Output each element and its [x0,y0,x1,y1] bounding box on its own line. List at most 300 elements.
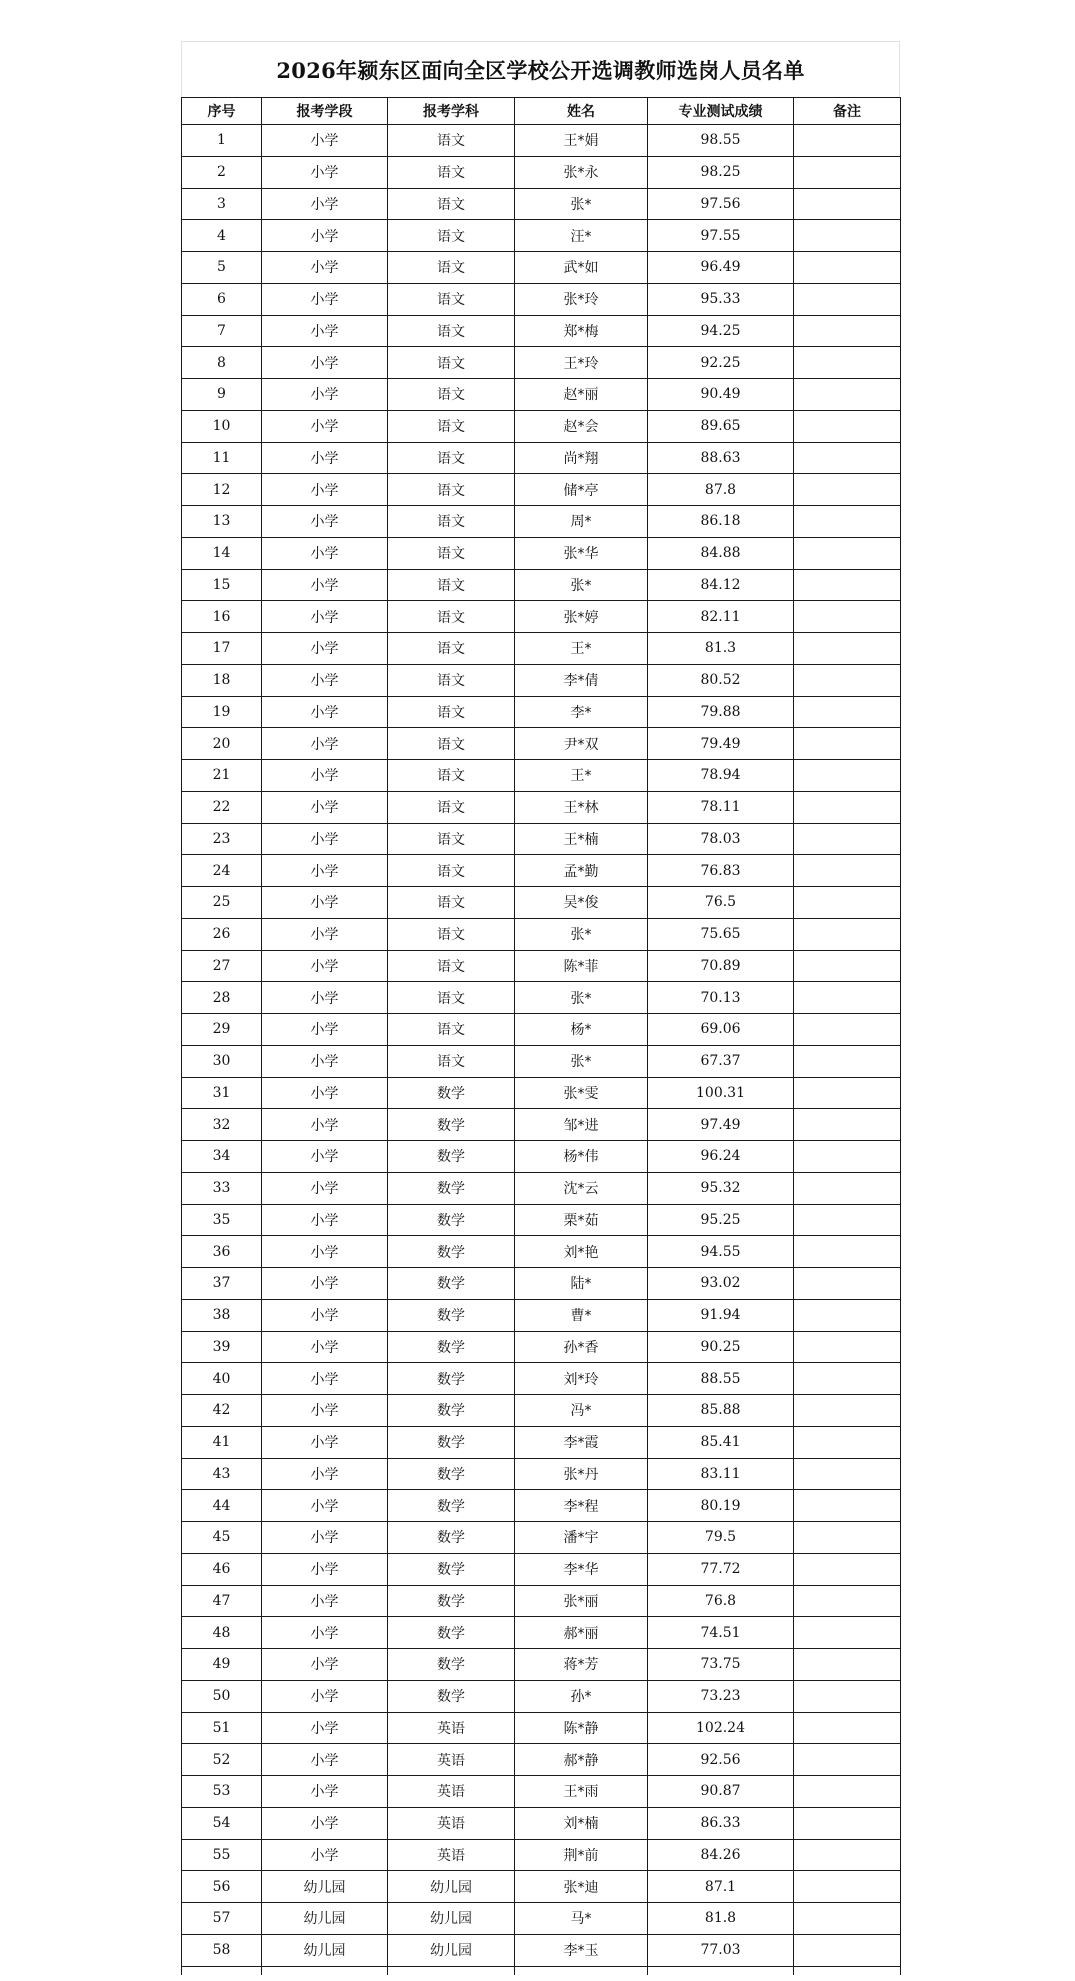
cell-no: 23 [182,823,262,855]
cell-name: 蒋*芳 [515,1649,648,1681]
cell-score: 84.26 [648,1839,794,1871]
table-row [182,1839,901,1871]
cell-note [794,823,901,855]
cell-score: 70.89 [648,950,794,982]
cell-no: 40 [182,1363,262,1395]
cell-name: 郝*丽 [515,1617,648,1649]
table-row [182,1903,901,1935]
cell-score: 76.8 [648,1585,794,1617]
table-row [182,1776,901,1808]
cell-note [794,1839,901,1871]
cell-name: 张*玲 [515,283,648,315]
cell-note [794,1934,901,1966]
table-row [182,982,901,1014]
cell-note [794,1045,901,1077]
cell-stage: 小学 [262,1807,388,1839]
cell-note [794,1744,901,1776]
cell-stage: 小学 [262,823,388,855]
table-header-row [182,98,901,125]
cell-subject: 语文 [388,506,515,538]
cell-no: 41 [182,1426,262,1458]
cell-name: 张* [515,982,648,1014]
table-row [182,950,901,982]
cell-name: 周* [515,506,648,538]
table-row [182,379,901,411]
cell-score: 84.88 [648,537,794,569]
cell-note [794,410,901,442]
table-row [182,1014,901,1046]
cell-stage: 小学 [262,1363,388,1395]
cell-subject: 数学 [388,1141,515,1173]
cell-score: 93.02 [648,1268,794,1300]
cell-no: 10 [182,410,262,442]
cell-score: 92.25 [648,347,794,379]
cell-name: 张*丽 [515,1585,648,1617]
cell-stage: 小学 [262,696,388,728]
cell-subject: 英语 [388,1744,515,1776]
cell-name: 潘*宇 [515,1522,648,1554]
cell-no: 39 [182,1331,262,1363]
cell-score: 89.65 [648,410,794,442]
col-header-no: 序号 [182,98,262,125]
cell-subject: 语文 [388,252,515,284]
cell-note [794,1680,901,1712]
cell-stage: 小学 [262,156,388,188]
cell-note [794,1077,901,1109]
cell-name: 李*程 [515,1490,648,1522]
cell-name: 张* [515,1045,648,1077]
cell-score: 88.55 [648,1363,794,1395]
table-row [182,156,901,188]
table-row [182,696,901,728]
cell-note [794,1585,901,1617]
cell-name: 赵*会 [515,410,648,442]
cell-score: 77.03 [648,1934,794,1966]
cell-name: 李*华 [515,1553,648,1585]
cell-name: 王*娟 [515,125,648,157]
title-box [181,41,900,97]
page-title: 2026年颍东区面向全区学校公开选调教师选岗人员名单 [276,57,805,83]
cell-name: 孙*香 [515,1331,648,1363]
cell-subject: 语文 [388,791,515,823]
cell-subject: 语文 [388,950,515,982]
cell-name: 尹*双 [515,728,648,760]
table-row [182,1490,901,1522]
cell-note [794,506,901,538]
cell-note [794,1553,901,1585]
cell-name: 刘*玲 [515,1363,648,1395]
cell-no: 56 [182,1871,262,1903]
table-row [182,1299,901,1331]
cell-stage: 小学 [262,1426,388,1458]
cell-name: 张*丹 [515,1458,648,1490]
table-row [182,855,901,887]
cell-stage: 小学 [262,601,388,633]
cell-score: 73.23 [648,1680,794,1712]
table-row [182,1680,901,1712]
table-row [182,1363,901,1395]
cell-score: 80.19 [648,1490,794,1522]
cell-no: 1 [182,125,262,157]
cell-subject: 语文 [388,156,515,188]
cell-subject: 语文 [388,601,515,633]
cell-stage: 小学 [262,442,388,474]
cell-subject: 数学 [388,1077,515,1109]
cell-subject: 幼儿园 [388,1934,515,1966]
table-row [182,1236,901,1268]
cell-name: 王*雨 [515,1776,648,1808]
cell-no: 33 [182,1172,262,1204]
cell-note [794,569,901,601]
cell-stage: 小学 [262,1045,388,1077]
cell-no: 14 [182,537,262,569]
cell-note [794,283,901,315]
candidate-table [181,97,901,1975]
cell-stage: 小学 [262,506,388,538]
cell-no: 55 [182,1839,262,1871]
cell-note [794,1331,901,1363]
table-row [182,1649,901,1681]
cell-stage: 小学 [262,1299,388,1331]
cell-name: 邹*进 [515,1109,648,1141]
cell-score: 97.56 [648,188,794,220]
cell-stage: 小学 [262,982,388,1014]
cell-subject: 语文 [388,918,515,950]
cell-stage: 小学 [262,1776,388,1808]
table-row [182,1077,901,1109]
cell-subject: 数学 [388,1236,515,1268]
cell-name: 刘*楠 [515,1807,648,1839]
cell-note [794,1522,901,1554]
cell-name: 张* [515,569,648,601]
cell-subject: 语文 [388,188,515,220]
cell-subject: 英语 [388,1776,515,1808]
cell-note [794,315,901,347]
cell-score: 78.03 [648,823,794,855]
cell-subject: 数学 [388,1109,515,1141]
cell-stage: 幼儿园 [262,1871,388,1903]
cell-stage: 小学 [262,887,388,919]
cell-note [794,887,901,919]
cell-no: 20 [182,728,262,760]
cell-stage: 小学 [262,633,388,665]
cell-stage: 小学 [262,855,388,887]
cell-empty [262,1966,388,1975]
table-row [182,1744,901,1776]
cell-subject: 数学 [388,1490,515,1522]
cell-empty [182,1966,262,1975]
cell-subject: 语文 [388,569,515,601]
cell-stage: 小学 [262,1617,388,1649]
cell-no: 42 [182,1395,262,1427]
cell-name: 刘*艳 [515,1236,648,1268]
cell-score: 95.32 [648,1172,794,1204]
cell-no: 13 [182,506,262,538]
table-row [182,664,901,696]
cell-no: 19 [182,696,262,728]
cell-stage: 小学 [262,569,388,601]
table-row [182,633,901,665]
cell-score: 83.11 [648,1458,794,1490]
cell-score: 98.25 [648,156,794,188]
cell-note [794,1617,901,1649]
cell-name: 储*亭 [515,474,648,506]
cell-stage: 小学 [262,1204,388,1236]
cell-empty [388,1966,515,1975]
table-row [182,315,901,347]
cell-score: 95.25 [648,1204,794,1236]
cell-note [794,220,901,252]
cell-subject: 语文 [388,696,515,728]
cell-note [794,1268,901,1300]
cell-subject: 语文 [388,315,515,347]
table-row [182,506,901,538]
cell-note [794,1014,901,1046]
cell-score: 76.5 [648,887,794,919]
cell-note [794,1490,901,1522]
cell-no: 35 [182,1204,262,1236]
cell-subject: 数学 [388,1268,515,1300]
table-row [182,1934,901,1966]
cell-score: 90.25 [648,1331,794,1363]
cell-no: 57 [182,1903,262,1935]
cell-stage: 小学 [262,347,388,379]
cell-stage: 小学 [262,220,388,252]
cell-score: 78.94 [648,760,794,792]
cell-score: 97.55 [648,220,794,252]
cell-no: 3 [182,188,262,220]
cell-stage: 小学 [262,537,388,569]
table-row [182,1109,901,1141]
cell-no: 4 [182,220,262,252]
cell-name: 马* [515,1903,648,1935]
cell-name: 王*玲 [515,347,648,379]
cell-score: 85.41 [648,1426,794,1458]
cell-score: 78.11 [648,791,794,823]
table-row [182,887,901,919]
cell-no: 44 [182,1490,262,1522]
table-row [182,569,901,601]
cell-subject: 语文 [388,633,515,665]
cell-score: 86.18 [648,506,794,538]
table-row [182,1585,901,1617]
cell-note [794,156,901,188]
cell-no: 31 [182,1077,262,1109]
cell-note [794,252,901,284]
table-row [182,918,901,950]
table-row [182,1331,901,1363]
cell-no: 29 [182,1014,262,1046]
cell-empty [648,1966,794,1975]
cell-score: 77.72 [648,1553,794,1585]
cell-note [794,855,901,887]
cell-subject: 数学 [388,1204,515,1236]
col-header-subject: 报考学科 [388,98,515,125]
table-row [182,760,901,792]
cell-name: 李*霞 [515,1426,648,1458]
cell-empty [515,1966,648,1975]
cell-name: 赵*丽 [515,379,648,411]
cell-name: 孙* [515,1680,648,1712]
table-row [182,1553,901,1585]
cell-stage: 小学 [262,188,388,220]
cell-note [794,1712,901,1744]
table-row [182,728,901,760]
cell-no: 32 [182,1109,262,1141]
cell-no: 36 [182,1236,262,1268]
cell-no: 2 [182,156,262,188]
cell-stage: 幼儿园 [262,1934,388,1966]
cell-stage: 小学 [262,1585,388,1617]
cell-stage: 小学 [262,664,388,696]
cell-no: 25 [182,887,262,919]
col-header-note: 备注 [794,98,901,125]
cell-note [794,1776,901,1808]
cell-subject: 语文 [388,728,515,760]
cell-subject: 语文 [388,125,515,157]
table-row [182,1045,901,1077]
cell-note [794,1363,901,1395]
cell-name: 张*永 [515,156,648,188]
table-row [182,1172,901,1204]
cell-subject: 数学 [388,1426,515,1458]
cell-name: 郑*梅 [515,315,648,347]
cell-stage: 小学 [262,379,388,411]
table-row [182,252,901,284]
cell-name: 冯* [515,1395,648,1427]
cell-no: 34 [182,1141,262,1173]
cell-note [794,1426,901,1458]
cell-note [794,1395,901,1427]
cell-stage: 小学 [262,474,388,506]
cell-subject: 数学 [388,1553,515,1585]
table-row [182,823,901,855]
cell-no: 30 [182,1045,262,1077]
cell-no: 50 [182,1680,262,1712]
cell-score: 90.49 [648,379,794,411]
cell-note [794,918,901,950]
cell-score: 102.24 [648,1712,794,1744]
cell-score: 86.33 [648,1807,794,1839]
cell-empty [794,1966,901,1975]
cell-score: 81.3 [648,633,794,665]
cell-subject: 数学 [388,1395,515,1427]
cell-name: 张* [515,918,648,950]
cell-score: 91.94 [648,1299,794,1331]
cell-name: 张* [515,188,648,220]
cell-subject: 语文 [388,887,515,919]
cell-no: 18 [182,664,262,696]
cell-stage: 小学 [262,1458,388,1490]
cell-name: 陈*菲 [515,950,648,982]
cell-note [794,1807,901,1839]
table-row [182,283,901,315]
cell-subject: 语文 [388,1014,515,1046]
cell-subject: 语文 [388,537,515,569]
cell-note [794,728,901,760]
cell-subject: 数学 [388,1617,515,1649]
table-row [182,1522,901,1554]
cell-stage: 小学 [262,1109,388,1141]
cell-score: 88.63 [648,442,794,474]
cell-subject: 语文 [388,664,515,696]
cell-name: 郝*静 [515,1744,648,1776]
cell-no: 15 [182,569,262,601]
cell-score: 76.83 [648,855,794,887]
cell-score: 95.33 [648,283,794,315]
cell-stage: 小学 [262,1395,388,1427]
cell-stage: 小学 [262,125,388,157]
cell-stage: 小学 [262,1553,388,1585]
cell-subject: 数学 [388,1172,515,1204]
cell-note [794,1109,901,1141]
cell-no: 43 [182,1458,262,1490]
cell-name: 陆* [515,1268,648,1300]
cell-subject: 语文 [388,410,515,442]
cell-subject: 数学 [388,1299,515,1331]
table-row [182,601,901,633]
cell-stage: 小学 [262,1649,388,1681]
table-row-cutoff [182,1966,901,1975]
cell-name: 李* [515,696,648,728]
cell-note [794,442,901,474]
cell-no: 21 [182,760,262,792]
cell-no: 5 [182,252,262,284]
table-row [182,1268,901,1300]
cell-stage: 小学 [262,1680,388,1712]
cell-score: 79.88 [648,696,794,728]
cell-note [794,1871,901,1903]
cell-score: 94.25 [648,315,794,347]
cell-no: 46 [182,1553,262,1585]
cell-name: 孟*勤 [515,855,648,887]
cell-name: 王*林 [515,791,648,823]
table-row [182,1807,901,1839]
cell-subject: 语文 [388,442,515,474]
cell-note [794,1458,901,1490]
cell-note [794,1204,901,1236]
cell-stage: 小学 [262,283,388,315]
cell-note [794,1236,901,1268]
table-row [182,1395,901,1427]
cell-subject: 语文 [388,982,515,1014]
cell-name: 张*婷 [515,601,648,633]
cell-no: 53 [182,1776,262,1808]
cell-subject: 语文 [388,760,515,792]
table-row [182,220,901,252]
cell-score: 75.65 [648,918,794,950]
cell-subject: 语文 [388,347,515,379]
cell-subject: 英语 [388,1839,515,1871]
cell-note [794,1141,901,1173]
cell-note [794,664,901,696]
cell-stage: 幼儿园 [262,1903,388,1935]
col-header-name: 姓名 [515,98,648,125]
cell-note [794,1903,901,1935]
cell-subject: 幼儿园 [388,1903,515,1935]
cell-stage: 小学 [262,1014,388,1046]
cell-no: 38 [182,1299,262,1331]
cell-subject: 幼儿园 [388,1871,515,1903]
table-row [182,1712,901,1744]
cell-name: 沈*云 [515,1172,648,1204]
cell-score: 81.8 [648,1903,794,1935]
cell-no: 22 [182,791,262,823]
cell-stage: 小学 [262,950,388,982]
cell-no: 12 [182,474,262,506]
table-row [182,537,901,569]
cell-note [794,347,901,379]
